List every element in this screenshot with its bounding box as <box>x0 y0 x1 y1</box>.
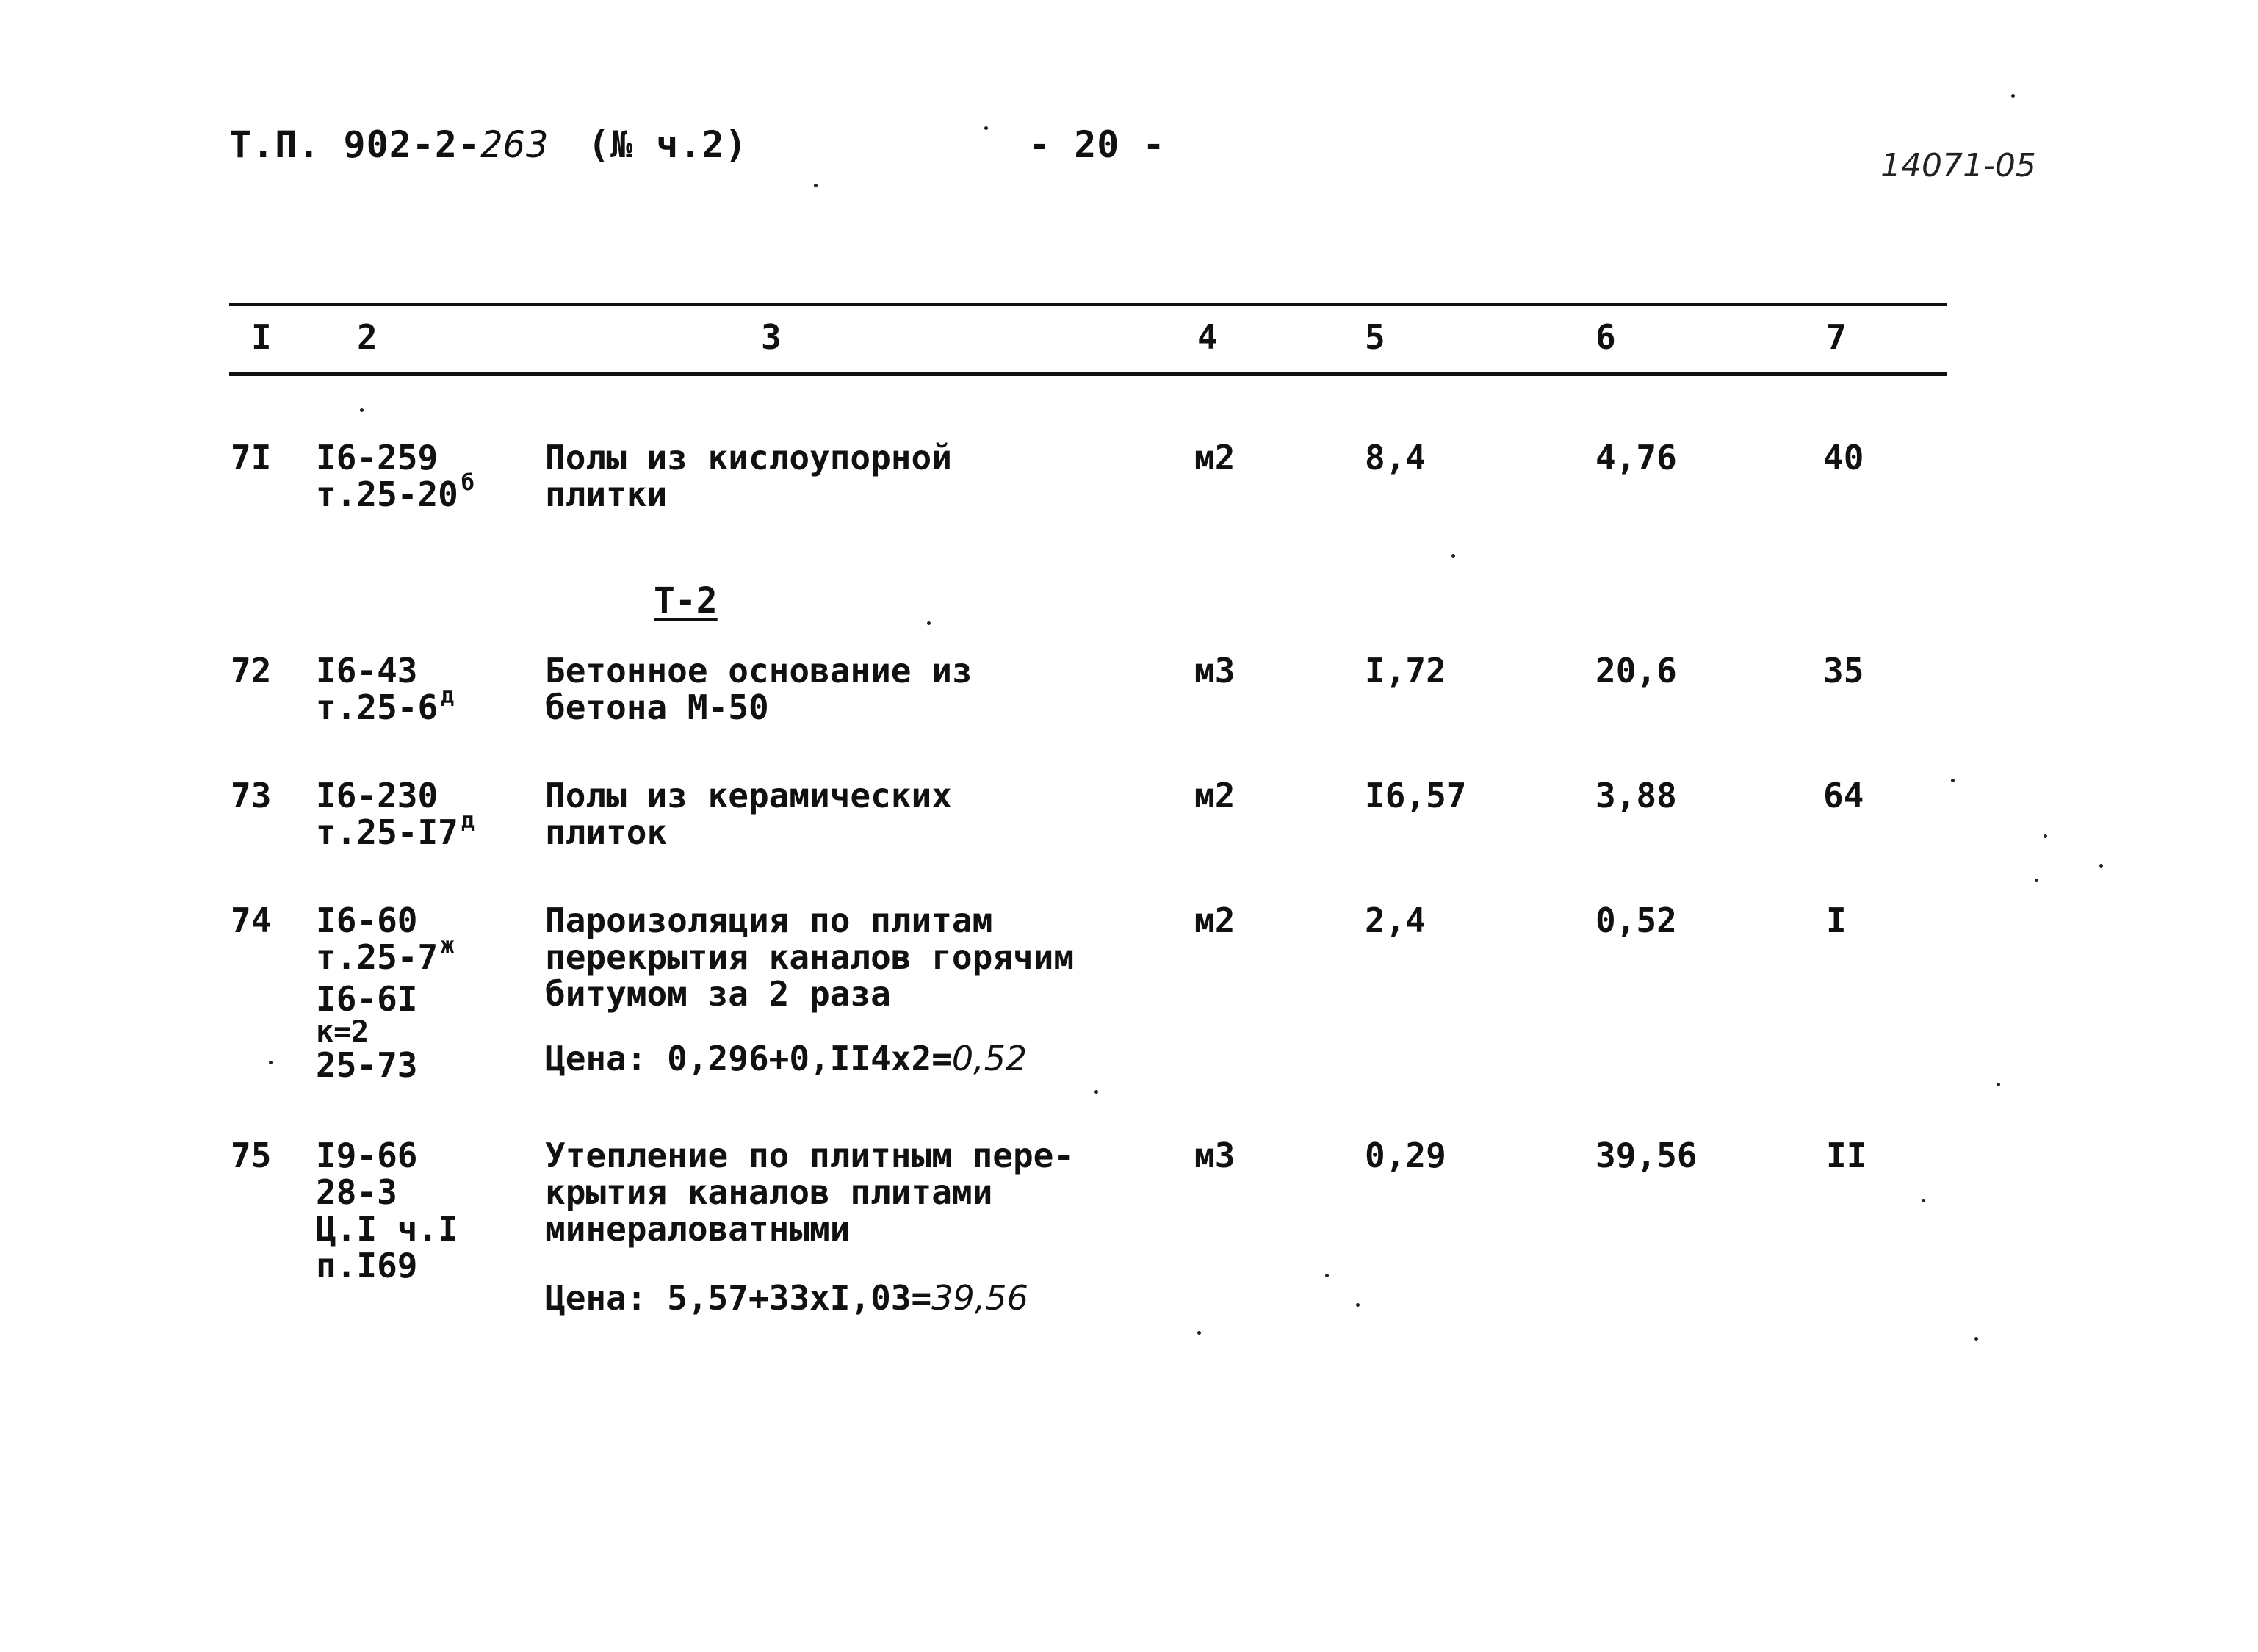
description-line: плитки <box>545 475 668 514</box>
total-cost: 35 <box>1823 651 1864 690</box>
scan-speck <box>1325 1274 1329 1277</box>
scan-speck <box>2011 94 2015 98</box>
description-line: Пароизоляция по плитам <box>545 901 993 940</box>
page-number: - 20 - <box>1028 123 1166 166</box>
price-calculation-result: 39,56 <box>931 1278 1028 1318</box>
norm-reference <box>316 902 454 1083</box>
reference-line: I6-230 <box>316 776 439 815</box>
reference-line: I6-60 <box>316 901 418 940</box>
description-line: бетона М-50 <box>545 688 769 727</box>
norm-reference <box>316 439 475 518</box>
quantity: I6,57 <box>1365 776 1467 815</box>
total-cost: 64 <box>1823 776 1864 815</box>
quantity: 0,29 <box>1365 1136 1446 1175</box>
scan-speck <box>269 1061 273 1064</box>
unit-price: 20,6 <box>1595 651 1677 690</box>
row-number: 74 <box>231 901 272 940</box>
work-description <box>545 439 952 513</box>
scan-speck <box>2099 864 2103 868</box>
reference-superscript: ж <box>441 933 455 959</box>
reference-line: I6-6I <box>316 979 418 1019</box>
price-calculation-result: 0,52 <box>951 1039 1028 1078</box>
row-number: 75 <box>231 1136 272 1175</box>
norm-reference <box>316 777 475 856</box>
price-calculation <box>545 1278 1028 1318</box>
description-line: плиток <box>545 812 668 852</box>
total-cost: II <box>1826 1136 1867 1175</box>
norm-reference <box>316 652 454 731</box>
price-calculation-label: Цена: 0,296+0,II4х2= <box>545 1039 952 1078</box>
reference-line: т.25-6 $^д$ <box>316 683 455 727</box>
reference-line: I6-259 <box>316 438 439 477</box>
document-code <box>229 123 549 166</box>
unit: м2 <box>1194 901 1236 940</box>
unit: м3 <box>1194 651 1236 690</box>
scan-speck <box>814 184 818 187</box>
scan-speck <box>1356 1303 1360 1307</box>
description-line: Полы из керамических <box>545 776 952 815</box>
scan-speck <box>1094 1090 1098 1094</box>
column-header-5: 5 <box>1365 317 1385 357</box>
document-part: (№ ч.2) <box>588 123 748 166</box>
reference-line: 25-73 <box>316 1045 418 1085</box>
reference-line: т.25-7 $^ж$ <box>316 933 455 977</box>
description-line: крытия каналов плитами <box>545 1172 993 1212</box>
column-header-3: 3 <box>761 317 782 357</box>
scan-speck <box>1197 1331 1201 1335</box>
description-line: Бетонное основание из <box>545 651 973 690</box>
reference-line: Ц.I ч.I <box>316 1209 458 1249</box>
work-description <box>545 1137 1074 1247</box>
section-label: Т-2 <box>654 580 718 621</box>
price-calculation <box>545 1039 1027 1078</box>
document-code-prefix: Т.П. 902-2- <box>229 123 481 166</box>
column-header-7: 7 <box>1826 317 1847 357</box>
scan-speck <box>1451 554 1455 558</box>
column-header-6: 6 <box>1595 317 1616 357</box>
reference-superscript: б <box>461 470 475 496</box>
scan-speck <box>927 621 931 625</box>
reference-line: п.I69 <box>316 1246 418 1285</box>
quantity: 8,4 <box>1365 438 1426 477</box>
scan-speck <box>2044 834 2047 838</box>
row-number: 73 <box>231 776 272 815</box>
work-description <box>545 902 1074 1012</box>
reference-line: 28-3 <box>316 1172 397 1212</box>
scan-speck <box>984 126 988 130</box>
total-cost: I <box>1826 901 1847 940</box>
description-line: перекрытия каналов горячим <box>545 937 1075 977</box>
table-top-rule <box>229 303 1947 306</box>
description-line: Полы из кислоупорной <box>545 438 952 477</box>
description-line: битумом за 2 раза <box>545 974 891 1014</box>
description-line: Утепление по плитным пере- <box>545 1136 1075 1175</box>
unit-price: 0,52 <box>1595 901 1677 940</box>
unit: м3 <box>1194 1136 1236 1175</box>
scan-speck <box>1974 1337 1978 1341</box>
price-calculation-label: Цена: 5,57+33хI,03= <box>545 1278 932 1318</box>
scan-speck <box>2035 879 2038 882</box>
reference-line: т.25-I7 $^д$ <box>316 808 475 852</box>
row-number: 72 <box>231 651 272 690</box>
unit: м2 <box>1194 438 1236 477</box>
total-cost: 40 <box>1823 438 1864 477</box>
handwritten-reference: 14071-05 <box>1880 147 2036 184</box>
reference-superscript: д <box>461 808 475 834</box>
table-header-rule <box>229 372 1947 376</box>
column-header-2: 2 <box>357 317 378 357</box>
unit-price: 39,56 <box>1595 1136 1698 1175</box>
unit-price: 4,76 <box>1595 438 1677 477</box>
scan-speck <box>1922 1199 1925 1202</box>
norm-reference <box>316 1137 458 1284</box>
column-header-1: I <box>251 317 272 357</box>
quantity: 2,4 <box>1365 901 1426 940</box>
description-line: минераловатными <box>545 1209 851 1249</box>
column-header-4: 4 <box>1197 317 1218 357</box>
reference-line: I6-43 <box>316 651 418 690</box>
quantity: I,72 <box>1365 651 1446 690</box>
work-description <box>545 777 952 851</box>
scan-speck <box>360 408 364 412</box>
unit-price: 3,88 <box>1595 776 1677 815</box>
scan-speck <box>1997 1083 2000 1086</box>
row-number: 7I <box>231 438 272 477</box>
work-description <box>545 652 973 726</box>
reference-superscript: д <box>441 683 455 709</box>
reference-line: I9-66 <box>316 1136 418 1175</box>
reference-line: к=2 <box>316 1015 369 1049</box>
scan-speck <box>1951 779 1955 782</box>
document-code-handwritten: 263 <box>480 123 549 166</box>
unit: м2 <box>1194 776 1236 815</box>
reference-line: т.25-20 $^б$ <box>316 470 475 514</box>
